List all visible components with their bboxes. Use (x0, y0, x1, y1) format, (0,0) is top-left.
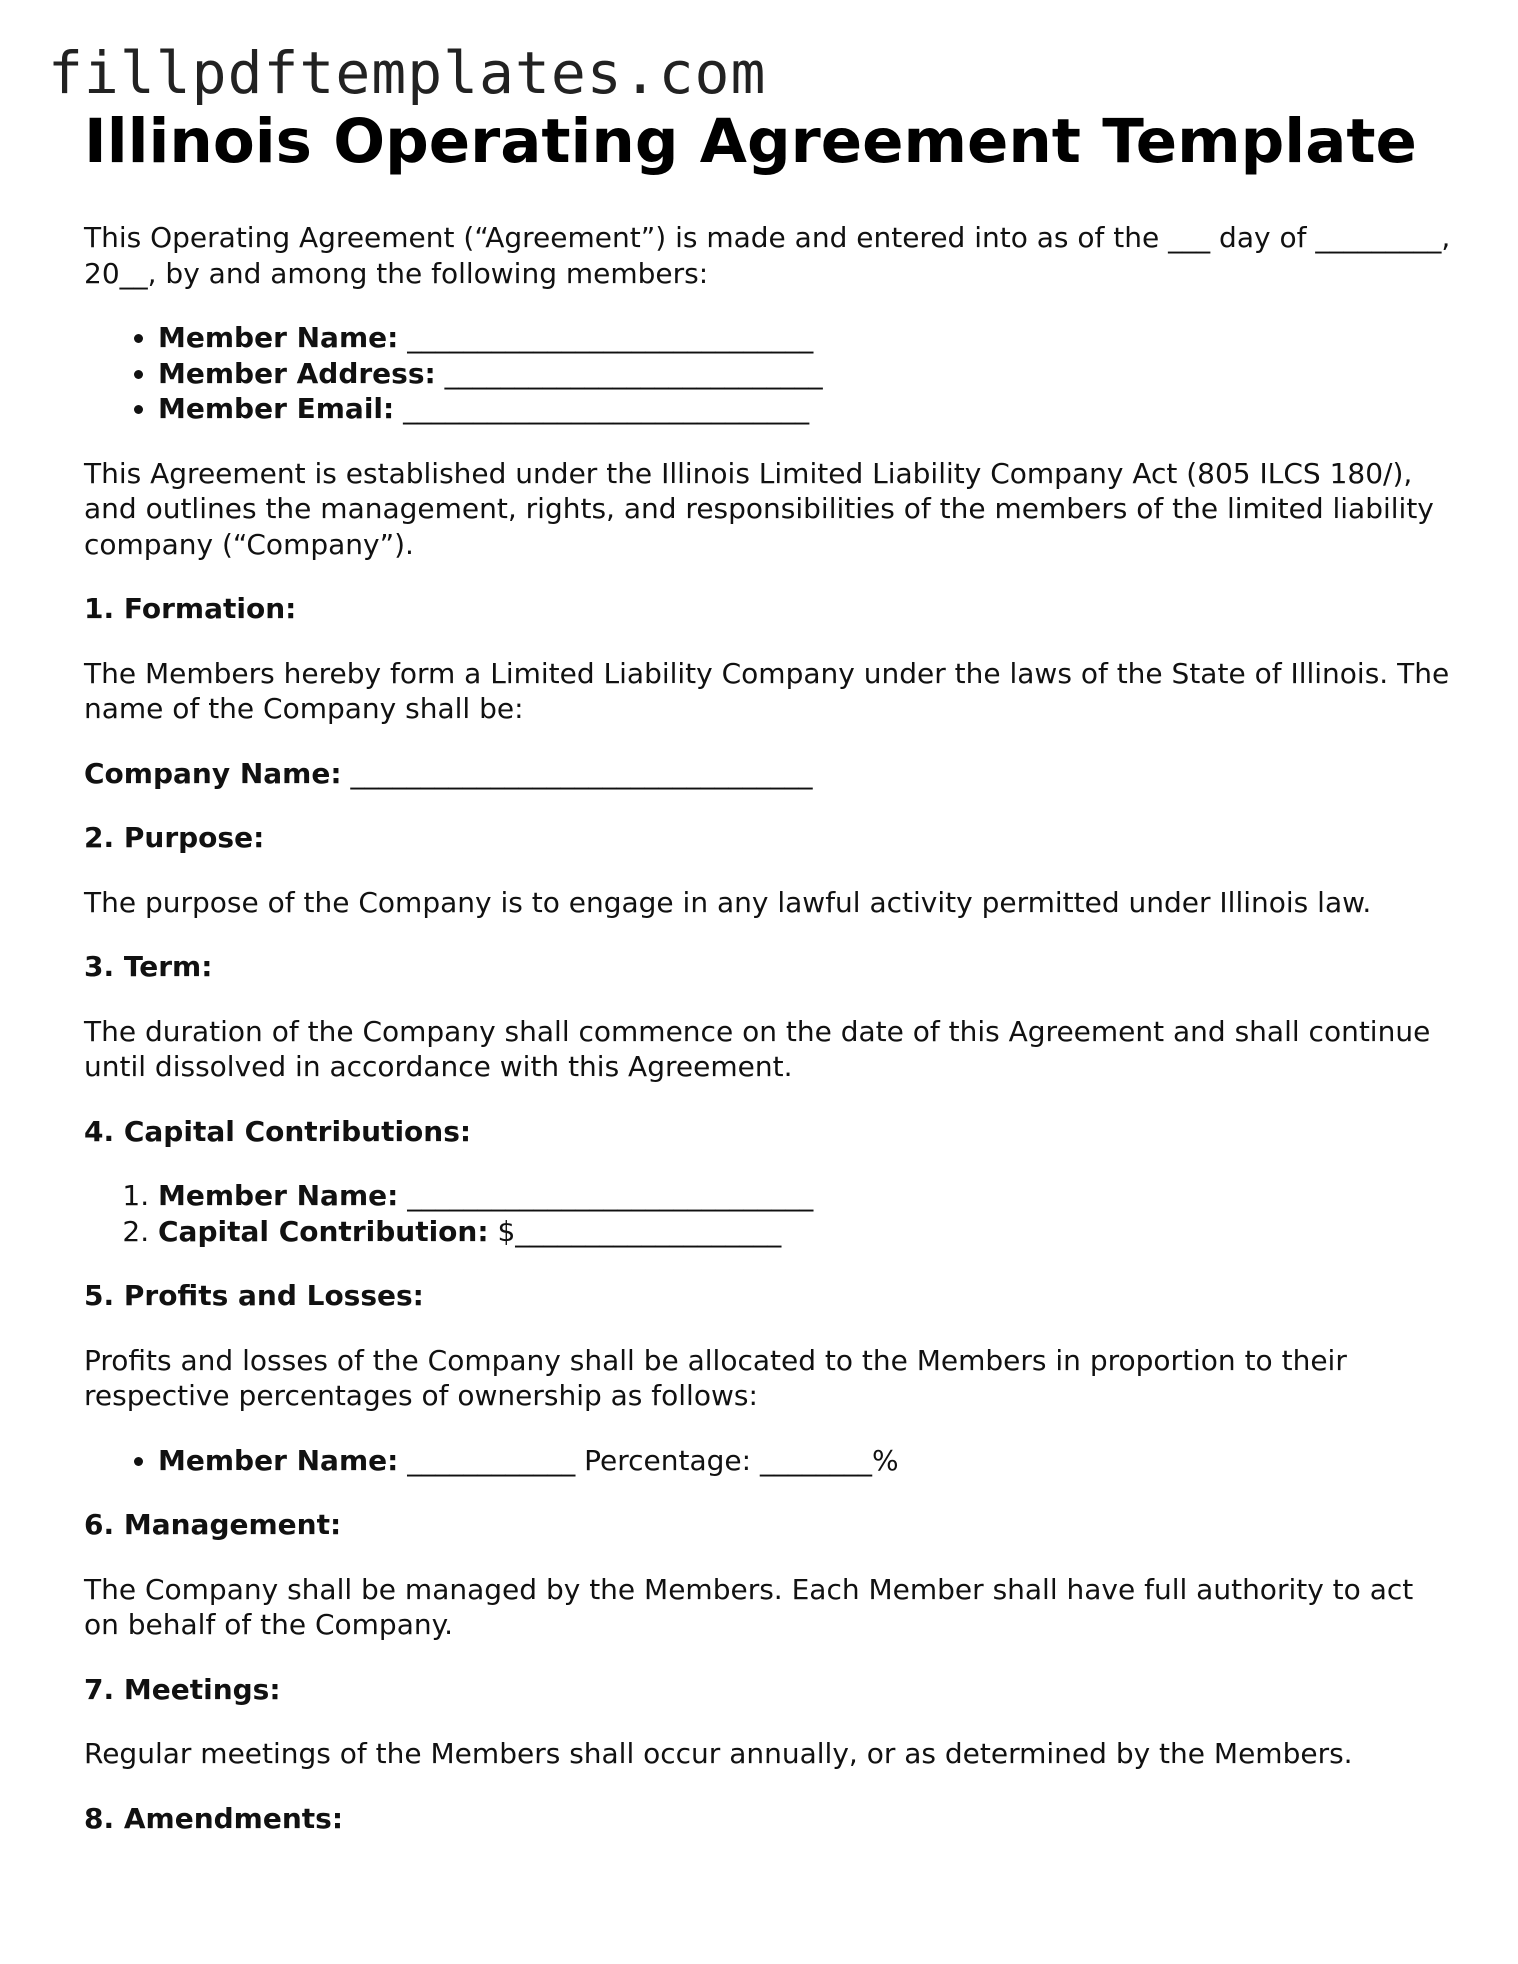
list-item (158, 1443, 1454, 1479)
member-name-blank[interactable]: _____________________________ (407, 321, 814, 354)
member-address-label: Member Address: (158, 356, 436, 390)
company-name-label: Company Name: (84, 756, 342, 790)
site-watermark: fillpdftemplates.com (48, 39, 767, 107)
capital-member-name-label: Member Name: (158, 1179, 399, 1212)
list-item (158, 1178, 1454, 1214)
document-body (84, 104, 1454, 1865)
company-name-blank[interactable]: _________________________________ (350, 756, 813, 790)
profits-member-name-label: Member Name: (158, 1443, 399, 1477)
member-name-label: Member Name: (158, 321, 399, 354)
member-address-blank[interactable]: ___________________________ (444, 356, 823, 390)
capital-contribution-label: Capital Contribution: (158, 1214, 489, 1248)
intro-paragraph: This Operating Agreement (“Agreement”) is made and entered into as of the ___ day of _________, 20__, by and among the following members: (84, 221, 1451, 290)
section-heading-management: 6. Management: (84, 1508, 342, 1541)
section-heading-purpose: 2. Purpose: (84, 821, 265, 854)
section-heading-meetings: 7. Meetings: (84, 1672, 281, 1706)
section-heading-term: 3. Term: (84, 950, 213, 983)
profits-percentage-field[interactable]: Percentage: ________% (584, 1443, 899, 1477)
formation-text: The Members hereby form a Limited Liability Company under the laws of the State of Illinois. The name of the Company shall be: (84, 656, 1450, 725)
list-item (158, 1214, 1454, 1250)
meetings-text: Regular meetings of the Members shall occur annually, or as determined by the Members. (84, 1737, 1353, 1770)
list-item (158, 356, 1454, 392)
member-email-blank[interactable]: _____________________________ (403, 392, 810, 425)
purpose-text: The purpose of the Company is to engage in any lawful activity permitted under Illinois law. (84, 885, 1372, 919)
capital-member-name-blank[interactable]: _____________________________ (407, 1179, 814, 1212)
profits-member-name-blank[interactable]: ____________ (407, 1443, 576, 1477)
management-text: The Company shall be managed by the Members. Each Member shall have full authority to act on behalf of the Company. (84, 1572, 1414, 1641)
section-heading-amendments: 8. Amendments: (84, 1801, 344, 1835)
company-name-field (84, 756, 1454, 792)
section-heading-profits: 5. Profits and Losses: (84, 1279, 424, 1312)
member-info-list (84, 320, 1454, 427)
member-email-label: Member Email: (158, 392, 395, 425)
list-item (158, 391, 1454, 427)
capital-list (84, 1178, 1454, 1249)
act-paragraph: This Agreement is established under the Illinois Limited Liability Company Act (805 ILCS 180/), and outlines the management, rights, and responsibilities of the members of the limited liability company (“Company”). (84, 456, 1434, 561)
section-heading-capital: 4. Capital Contributions: (84, 1114, 472, 1148)
profits-list (84, 1443, 1454, 1479)
section-heading-formation: 1. Formation: (84, 592, 297, 625)
list-item (158, 320, 1454, 356)
capital-contribution-blank[interactable]: $___________________ (497, 1214, 782, 1248)
profits-text: Profits and losses of the Company shall be allocated to the Members in proportion to their respective percentages of ownership as follows: (84, 1343, 1347, 1412)
term-text: The duration of the Company shall commence on the date of this Agreement and shall continue until dissolved in accordance with this Agreement. (84, 1014, 1431, 1083)
document-title: Illinois Operating Agreement Template (84, 106, 1417, 177)
